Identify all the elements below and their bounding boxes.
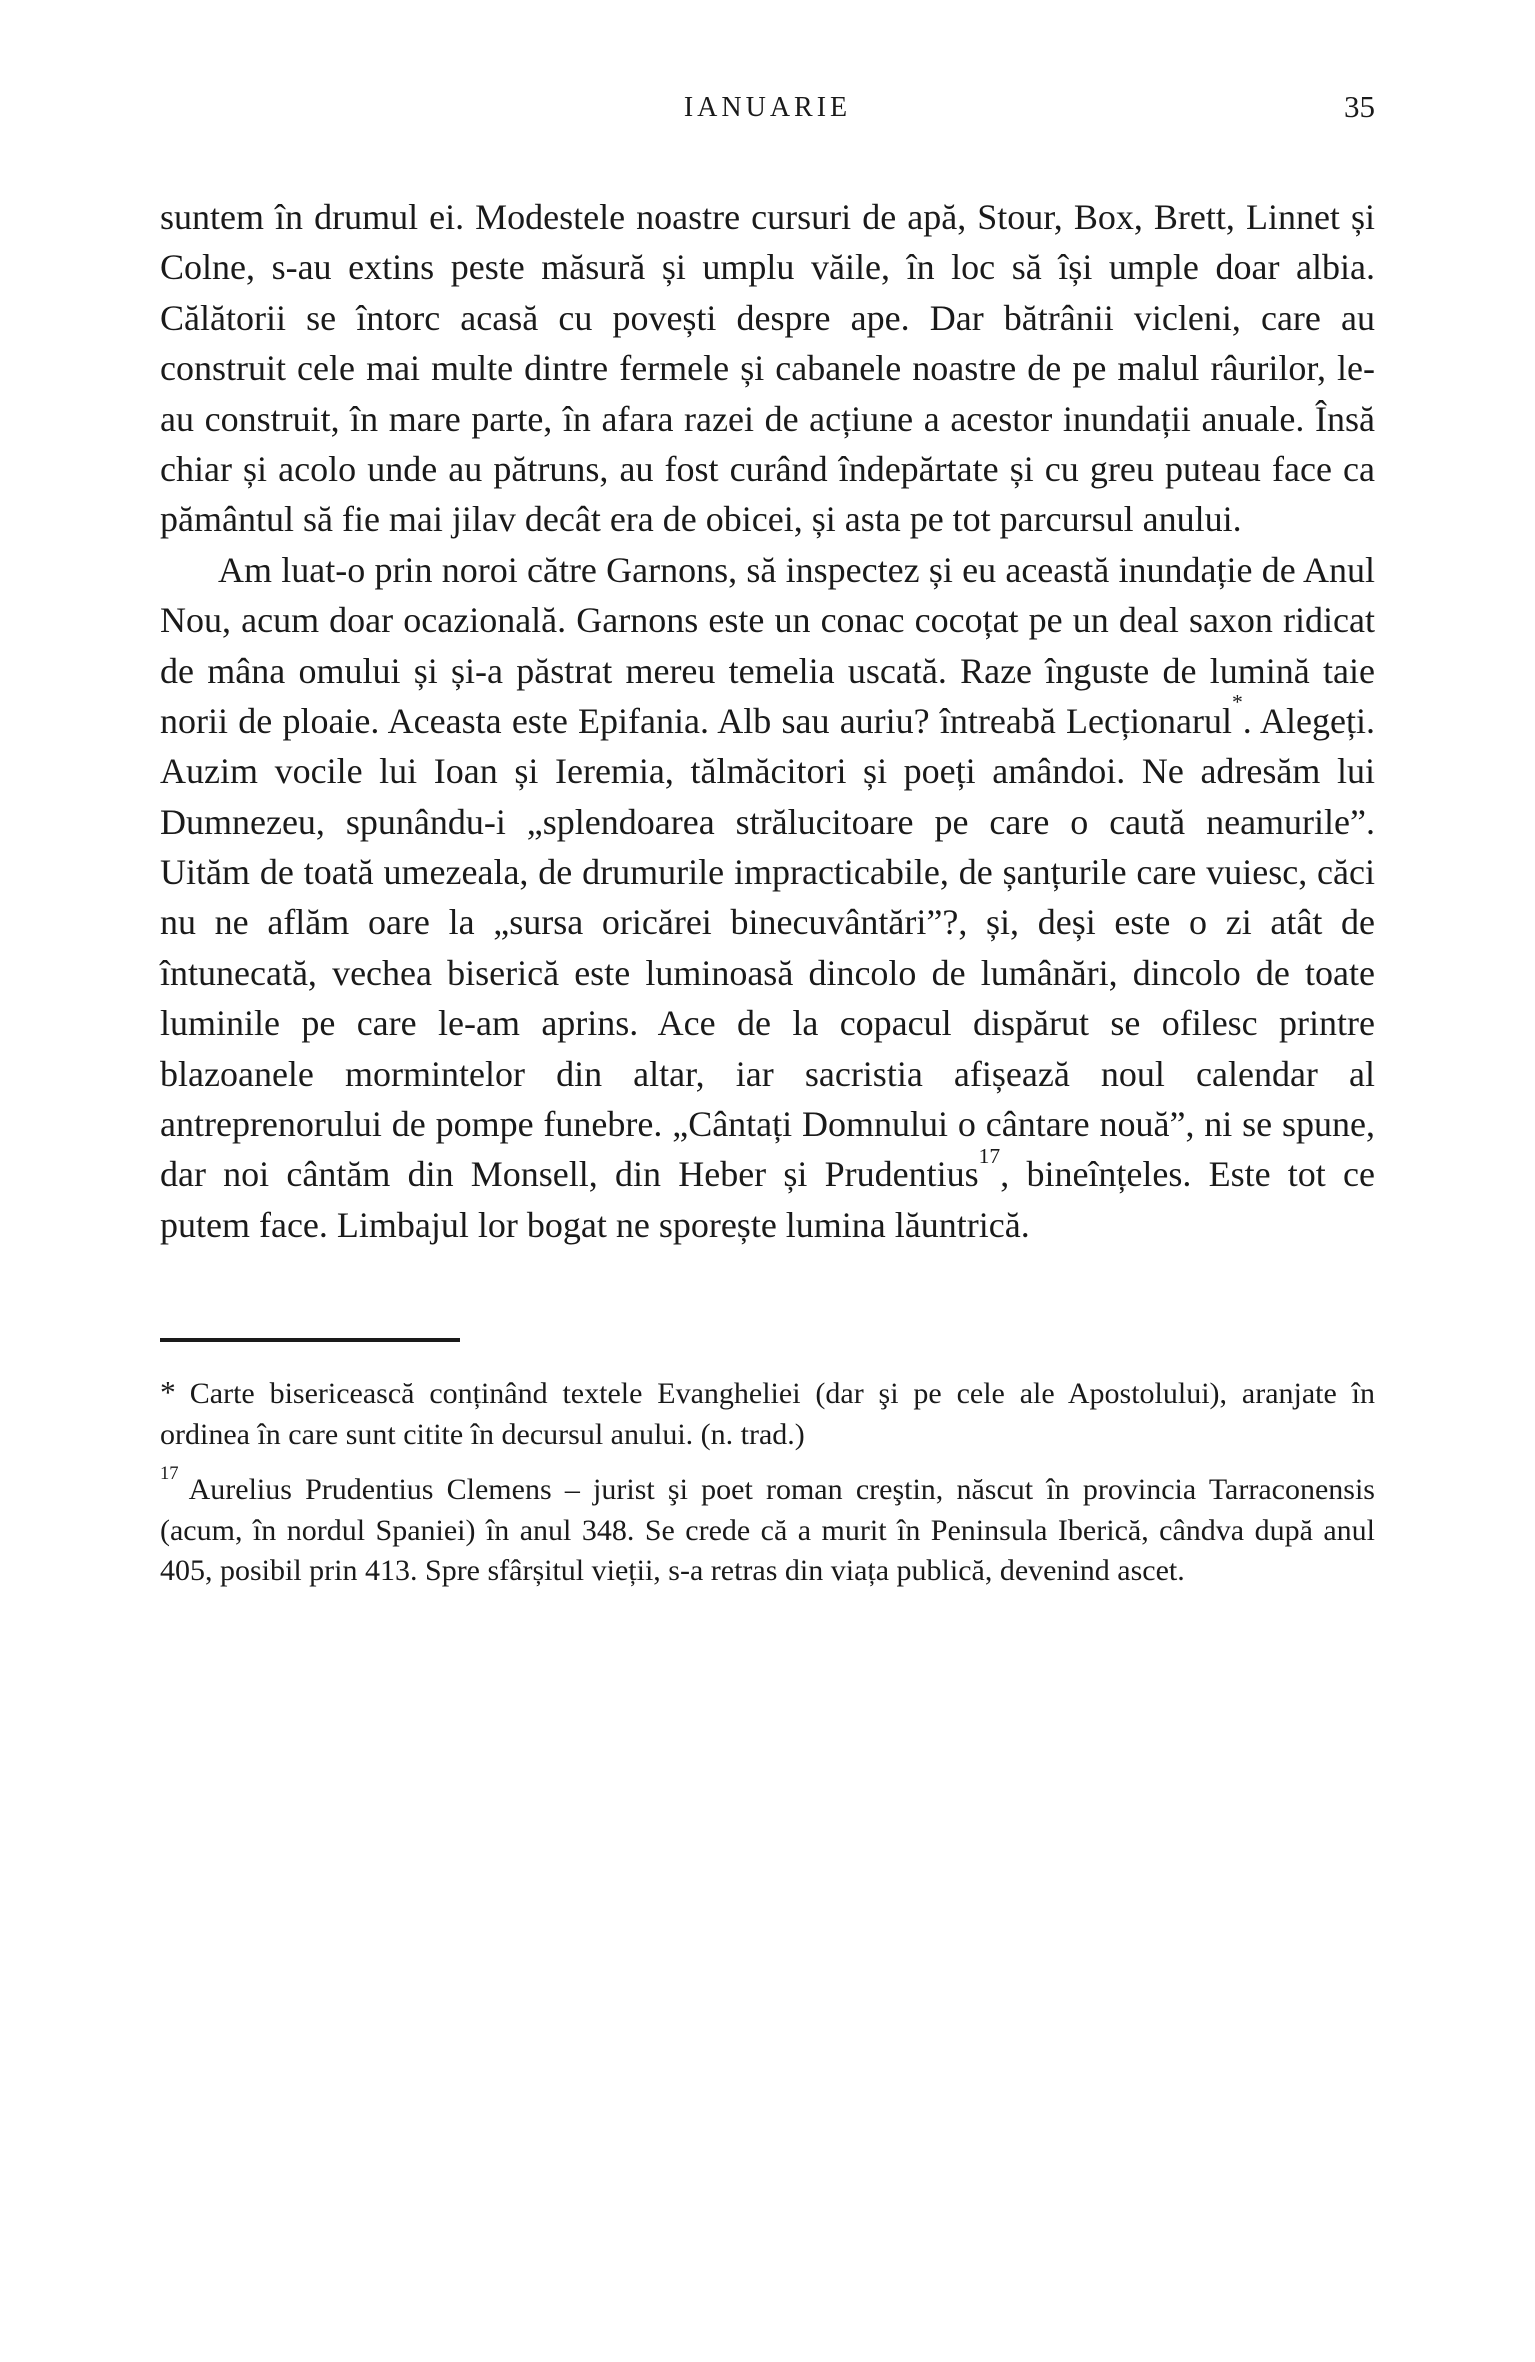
footnote-marker-asterisk: * [160, 1375, 176, 1411]
paragraph-2-segment-3: , bineînțeles. Este tot ce putem face. Limbajul lor bogat ne sporește lumina lăuntrică. [160, 1154, 1375, 1245]
body-text [160, 192, 1375, 1250]
footnotes-section [160, 1372, 1375, 1592]
footnote-separator [160, 1338, 460, 1342]
running-title: IANUARIE [683, 92, 852, 123]
footnote-text-asterisk: Carte bisericească conținând textele Evangheliei (dar şi pe cele ale Apostolului), aranjate în ordinea în care sunt citite în decursul anului. (n. trad.) [160, 1377, 1375, 1452]
page-number: 35 [1344, 89, 1375, 124]
paragraph-2 [160, 545, 1375, 1250]
paragraph-1: suntem în drumul ei. Modestele noastre cursuri de apă, Stour, Box, Brett, Linnet și Colne, s-au extins peste măsură și umplu văile, în loc să își umple doar albia. Călătorii se întorc acasă cu povești despre ape. Dar bătrânii vicleni, care au construit cele mai multe dintre fermele și cabanele noastre de pe malul râurilor, le-au construit, în mare parte, în afara razei de acțiune a acestor inundații anuale. Însă chiar și acolo unde au pătruns, au fost curând îndepărtate și cu greu puteau face ca pământul să fie mai jilav decât era de obicei, și asta pe tot parcursul anului. [160, 197, 1375, 540]
footnote-17 [160, 1462, 1375, 1592]
footnote-text-17: Aurelius Prudentius Clemens – jurist şi poet roman creştin, născut în provincia Tarraconensis (acum, în nordul Spaniei) în anul 348. Se crede că a murit în Peninsula Iberică, cândva după anul 405, posibil prin 413. Spre sfârșitul vieții, s-a retras din viața publică, devenind ascet. [160, 1472, 1375, 1588]
page-header [160, 89, 1375, 138]
footnote-asterisk [160, 1372, 1375, 1456]
footnote-ref-17: 17 [978, 1143, 1001, 1168]
footnote-ref-asterisk: * [1231, 690, 1243, 715]
footnote-marker-17: 17 [160, 1462, 179, 1484]
paragraph-2-segment-1: Am luat-o prin noroi către Garnons, să inspectez și eu această inundație de Anul Nou, acum doar ocazională. Garnons este un conac cocoțat pe un deal saxon ridicat de mâna omului și și-a păstrat mereu temelia uscată. Raze înguste de lumină taie norii de ploaie. Aceasta este Epifania. Alb sau auriu? întreabă Lecționarul [160, 549, 1375, 741]
paragraph-2-segment-2: . Alegeți. Auzim vocile lui Ioan și Ieremia, tălmăcitori și poeți amândoi. Ne adresăm lui Dumnezeu, spunându-i „splendoarea strălucitoare pe care o caută neamurile”. Uităm de toată umezeala, de drumurile impracticabile, de șanțurile care vuiesc, căci nu ne aflăm oare la „sursa oricărei binecuvântări”?, și, deși este o zi atât de întunecată, vechea biserică este luminoasă dincolo de lumânări, dincolo de toate luminile pe care le-am aprins. Ace de la copacul dispărut se ofilesc printre blazoanele mormintelor din altar, iar sacristia afișează noul calendar al antreprenorului de pompe funebre. „Cântați Domnului o cântare nouă”, ni se spune, dar noi cântăm din Monsell, din Heber și Prudentius [160, 700, 1375, 1195]
